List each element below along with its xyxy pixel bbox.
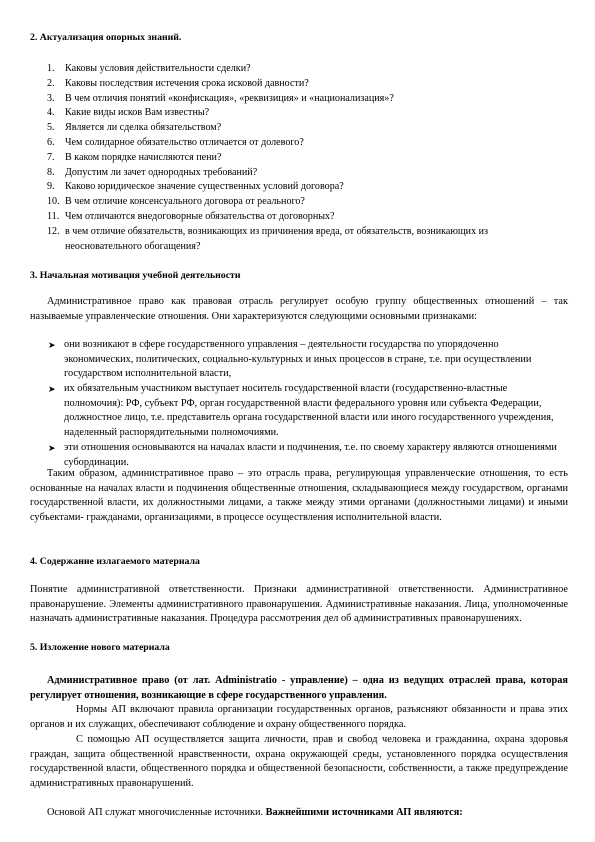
question-number: 8. [47,166,55,178]
question-text: В чем отличия понятий «конфискация», «реквизиция» и «национализация»? [65,92,394,104]
sources-bold-text: Важнейшими источниками АП являются: [265,807,463,818]
question-text: Является ли сделка обязательством? [65,122,222,134]
question-text: Чем солидарное обязательство отличается от долевого? [65,137,304,148]
bullet-text: их обязательным участником выступает носитель государственной власти (государственно-властные полномочия): РФ, субъект РФ, орган государственной власти федерального уровня или субъекта Федерации, должностное лицо, т.е. представитель органа государственной власти или иного государственного учреждения, наделенный распорядительными полномочиями. [64,383,554,438]
paragraph-protection: С помощью АП осуществляется защита личности, прав и свобод человека и гражданина, охрана здоровья граждан, защита общественной нравственности, охрана окружающей среды, установленного порядка осуществления государственной власти, общественного порядка и общественной безопасности, собственности, а также предупреждение административных правонарушений. [30,734,568,789]
question-number: 5. [47,122,55,134]
question-item [47,225,567,252]
question-number: 2. [47,77,55,89]
question-text: Каковы последствия истечения срока исковой давности? [65,77,309,89]
question-item [47,92,567,107]
question-text: Каковы условия действительности сделки? [65,63,251,74]
question-number: 3. [47,92,55,104]
question-item [47,210,567,225]
question-item [47,62,567,77]
section-5-heading: 5. Изложение нового материала [30,642,170,653]
question-text: В каком порядке начисляются пени? [65,151,222,163]
question-number: 9. [47,181,55,193]
arrow-bullet-icon: ➤ [48,340,56,350]
section-3-intro: Административное право как правовая отрасль регулирует особую группу общественных отношений – так называемые управленческие отношения. Они характеризуются следующими основными признаками: [30,296,568,322]
paragraph-sources [30,806,568,821]
question-text: в чем отличие обязательств, возникающих из причинения вреда, от обязательств, возникающих из неосновательного обогащения? [65,225,489,252]
question-number: 6. [47,137,55,148]
paragraph-norms: Нормы АП включают правила организации государственных органов, разъясняют обязанности и права этих органов и их служащих, обеспечивают соблюдение и охрану общественного порядка. [30,704,568,730]
question-item [47,195,567,210]
question-number: 12. [47,225,60,237]
section-4-text: Понятие административной ответственности. Признаки административной ответственности. Административное правонарушение. Элементы административного правонарушения. Административные наказания. Лица, уполномоченные назначать административные наказания. Процедура рассмотрения дел об административных правонарушениях. [30,584,568,625]
question-item [47,121,567,136]
question-item [47,166,567,181]
arrow-bullet-icon: ➤ [48,384,56,394]
question-text: В чем отличие консенсуального договора от реального? [65,196,305,208]
question-number: 10. [47,196,60,208]
section-3-conclusion: Таким образом, административное право – это отрасль права, регулирующая управленческие отношения, то есть основанные на началах власти и подчинения общественные отношения, складывающиеся между государством, органами государственной власти, их должностными лицами, а также между этими органами (должностными лицами) и иными субъектами- гражданами, организациями, в процессе осуществления исполнительной власти. [30,468,568,523]
bullet-text: эти отношения основываются на началах власти и подчинения, т.е. по своему характеру являются отношениями субординации. [64,442,557,468]
question-text: Чем отличаются внедоговорные обязательства от договорных? [65,211,335,222]
section-3-heading: 3. Начальная мотивация учебной деятельности [30,270,241,281]
definition-paragraph: Административное право (от лат. Administratio - управление) – одна из ведущих отраслей права, которая регулирует отношения, возникающие в сфере государственного управления. [30,675,568,701]
question-number: 7. [47,151,55,163]
question-text: Допустим ли зачет однородных требований? [65,166,258,178]
question-number: 4. [47,107,55,119]
question-number: 1. [47,63,55,74]
question-item [47,136,567,151]
sources-text: Основой АП служат многочисленные источники. [47,807,266,818]
section-4-heading: 4. Содержание излагаемого материала [30,556,200,567]
question-number: 11. [47,211,60,222]
question-text: Какие виды исков Вам известны? [65,107,210,119]
section-2-heading: 2. Актуализация опорных знаний. [30,32,182,43]
bullet-text: они возникают в сфере государственного управления – деятельности государства по упорядоченно экономических, политических, социально-культурных и иных процессов в стране, т.е. при осуществлении государством исполнительной власти, [64,339,532,380]
question-item [47,151,567,166]
question-item [47,180,567,195]
question-item [47,77,567,92]
arrow-bullet-icon: ➤ [48,443,56,453]
question-item [47,106,567,121]
question-text: Каково юридическое значение существенных условий договора? [65,181,344,193]
